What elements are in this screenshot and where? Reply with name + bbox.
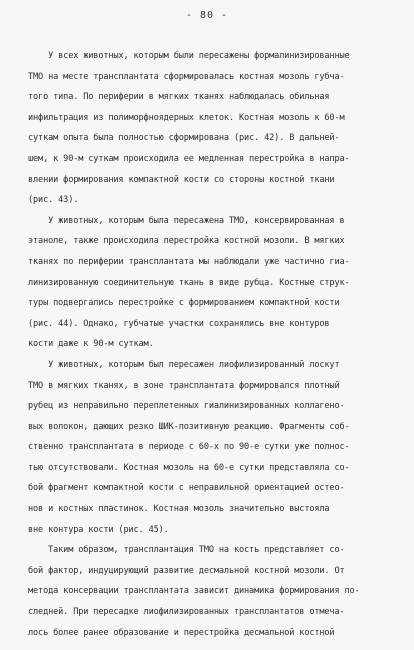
text-line: Таким образом, трансплантация ТМО на кость представляет со- [28,545,345,556]
text-line: суткам опыта была полностью сформирована (рис. 42). В дальней- [28,133,340,144]
text-line: нов и костных пластинок. Костная мозоль значительно выстояла [28,504,330,515]
text-line: рубец из неправильно переплетенных гиалинизированных коллагено- [28,401,345,412]
page-number: - 80 - [185,10,229,21]
text-line: ТМО на месте трансплантата сформировалась костная мозоль губча- [28,71,345,82]
text-line: бой фактор, индуцирующий развитие десмальной костной мозоли. От [28,565,345,576]
text-line: ственно трансплантата в периоде с 60-х по 90-е сутки уже полнос- [28,442,350,453]
text-line: тканях по периферии трансплантата мы наблюдали уже частично гиа- [28,256,350,267]
body-text [28,46,400,643]
text-line: (рис. 44). Однако, губчатые участки сохранялись вне контуров [28,318,330,329]
text-line: шем, к 90-м суткам происходила ее медленная перестройка в напра- [28,153,350,164]
text-line: инфильтрация из полиморфноядерных клеток. Костная мозоль к 60-м [28,112,345,123]
text-line: У животных, которым была пересажена ТМО, консервированная в [28,215,345,226]
text-line: лось более ранее образование и перестройка десмальной костной [28,627,335,638]
text-line: туры подвергались перестройке с формированием компактной кости [28,298,340,309]
text-line: вне контура кости (рис. 45). [28,524,169,535]
text-line: этаноле, также происходила перестройка костной мозоли. В мягких [28,236,345,247]
text-line: У всех животных, которым были пересажены формалинизированные [28,51,350,61]
text-line: ТМО в мягких тканях, в зоне трансплантата формировался плотный [28,380,340,391]
text-line: бой фрагмент компактной кости с неправильной ориентацией остео- [28,483,345,494]
text-line: кости даже к 90-м суткам. [28,339,154,350]
text-line: следней. При пересадке лиофилизированных трансплантатов отмеча- [28,607,345,618]
text-line: влении формирования компактной кости со стороны костной ткани [28,174,335,185]
text-line: линизированную соединительную ткань в виде рубца. Костные струк- [28,277,350,288]
text-line: (рис. 43). [28,195,79,206]
text-line: У животных, которым был пересажен лиофилизированный лоскут [28,359,340,370]
text-line: вых волокон, дающих резко ШИК-позитивную реакцию. Фрагменты соб- [28,421,350,432]
text-line: того типа. По периферии в мягких тканях наблюдалась обильная [28,92,330,103]
text-line: метода консервации трансплантата зависит динамика формирования по- [28,586,360,597]
text-line: тью отсутствовали. Костная мозоль на 60-е сутки представляла со- [28,462,350,473]
